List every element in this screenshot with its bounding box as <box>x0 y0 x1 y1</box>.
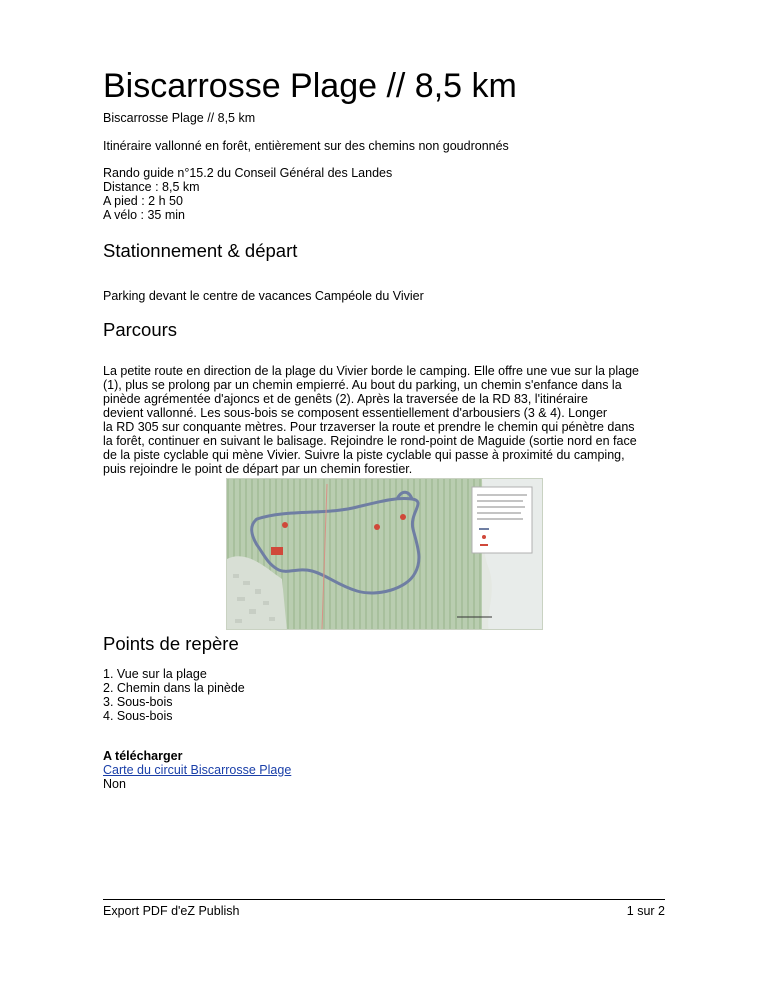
waypoint-marker <box>400 514 406 520</box>
section-heading-points: Points de repère <box>103 633 239 654</box>
info-bike-time: A vélo : 35 min <box>103 208 185 222</box>
footer-divider <box>103 899 665 900</box>
footer-export-label: Export PDF d'eZ Publish <box>103 904 240 918</box>
waypoint-marker <box>374 524 380 530</box>
download-link-row <box>103 763 665 777</box>
list-item: 3. Sous-bois <box>103 695 173 709</box>
parcours-line: la forêt, continuer en suivant le balisage. Rejoindre le rond-point de Maguide (sortie nord en face <box>103 434 637 448</box>
download-value: Non <box>103 777 126 791</box>
parcours-line: de la piste cyclable qui mène Vivier. Suivre la piste cyclable qui passe à proximité du camping, <box>103 448 625 462</box>
list-item: 2. Chemin dans la pinède <box>103 681 245 695</box>
download-heading: A télécharger <box>103 749 183 763</box>
list-item: 4. Sous-bois <box>103 709 173 723</box>
info-walk-time: A pied : 2 h 50 <box>103 194 183 208</box>
parking-text: Parking devant le centre de vacances Campéole du Vivier <box>103 289 424 303</box>
parcours-line: puis rejoindre le point de départ par un chemin forestier. <box>103 462 413 476</box>
intro-text: Itinéraire vallonné en forêt, entièrement sur des chemins non goudronnés <box>103 139 509 153</box>
parcours-line: devient vallonné. Les sous-bois se composent essentiellement d'arbousiers (3 & 4). Longer <box>103 406 608 420</box>
page-title: Biscarrosse Plage // 8,5 km <box>103 67 517 105</box>
map-legend <box>472 487 532 553</box>
parcours-line: la RD 305 sur conquante mètres. Pour trzaverser la route et prendre le chemin qui pénètre dans <box>103 420 635 434</box>
info-distance: Distance : 8,5 km <box>103 180 200 194</box>
map-download-link[interactable]: Carte du circuit Biscarrosse Plage <box>103 763 292 777</box>
info-guide: Rando guide n°15.2 du Conseil Général des Landes <box>103 166 393 180</box>
footer-page-number: 1 sur 2 <box>626 904 665 918</box>
parcours-line: pinède agrémentée d'ajoncs et de genêts (2). Après la traversée de la RD 83, l'itinéraire <box>103 392 588 406</box>
start-marker <box>271 547 283 555</box>
route-map-image <box>226 478 543 630</box>
section-heading-parking: Stationnement & départ <box>103 240 298 261</box>
parcours-line: La petite route en direction de la plage du Vivier borde le camping. Elle offre une vue sur la plage <box>103 364 639 378</box>
section-heading-parcours: Parcours <box>103 319 178 340</box>
list-item: 1. Vue sur la plage <box>103 667 207 681</box>
subtitle: Biscarrosse Plage // 8,5 km <box>103 111 256 125</box>
parcours-line: (1), plus se prolong par un chemin empierré. Au bout du parking, un chemin s'enfance dans la <box>103 378 622 392</box>
waypoint-marker <box>282 522 288 528</box>
